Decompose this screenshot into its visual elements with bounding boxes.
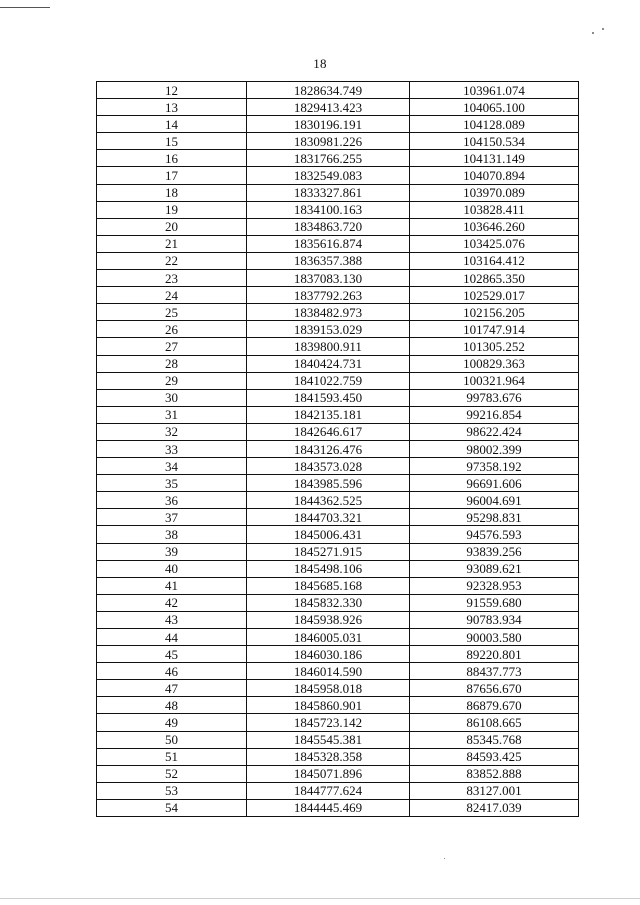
point-number-cell: 17	[97, 167, 247, 184]
table-row	[97, 270, 579, 287]
table-row	[97, 799, 579, 816]
point-number-cell: 19	[97, 201, 247, 218]
scan-edge-line	[0, 7, 50, 8]
x-coordinate-cell: 1843573.028	[247, 458, 410, 475]
point-number-cell: 33	[97, 440, 247, 457]
point-number-cell: 43	[97, 611, 247, 628]
y-coordinate-cell: 82417.039	[410, 799, 579, 816]
y-coordinate-cell: 104065.100	[410, 99, 579, 116]
x-coordinate-cell: 1843126.476	[247, 440, 410, 457]
table-row	[97, 235, 579, 252]
y-coordinate-cell: 100321.964	[410, 372, 579, 389]
table-row	[97, 475, 579, 492]
point-number-cell: 41	[97, 577, 247, 594]
table-row	[97, 509, 579, 526]
point-number-cell: 23	[97, 270, 247, 287]
x-coordinate-cell: 1835616.874	[247, 235, 410, 252]
x-coordinate-cell: 1840424.731	[247, 355, 410, 372]
point-number-cell: 50	[97, 731, 247, 748]
table-row	[97, 765, 579, 782]
point-number-cell: 12	[97, 82, 247, 99]
x-coordinate-cell: 1832549.083	[247, 167, 410, 184]
y-coordinate-cell: 85345.768	[410, 731, 579, 748]
table-row	[97, 748, 579, 765]
point-number-cell: 32	[97, 423, 247, 440]
y-coordinate-cell: 101305.252	[410, 338, 579, 355]
table-row	[97, 731, 579, 748]
y-coordinate-cell: 103164.412	[410, 252, 579, 269]
y-coordinate-cell: 91559.680	[410, 594, 579, 611]
x-coordinate-cell: 1845328.358	[247, 748, 410, 765]
table-row	[97, 82, 579, 99]
point-number-cell: 22	[97, 252, 247, 269]
x-coordinate-cell: 1846005.031	[247, 629, 410, 646]
y-coordinate-cell: 104131.149	[410, 150, 579, 167]
table-row	[97, 543, 579, 560]
table-row	[97, 714, 579, 731]
y-coordinate-cell: 93089.621	[410, 560, 579, 577]
y-coordinate-cell: 103961.074	[410, 82, 579, 99]
y-coordinate-cell: 103828.411	[410, 201, 579, 218]
x-coordinate-cell: 1845498.106	[247, 560, 410, 577]
point-number-cell: 26	[97, 321, 247, 338]
table-row	[97, 594, 579, 611]
coordinates-table-body	[97, 82, 579, 817]
point-number-cell: 46	[97, 663, 247, 680]
y-coordinate-cell: 104150.534	[410, 133, 579, 150]
table-row	[97, 440, 579, 457]
x-coordinate-cell: 1830981.226	[247, 133, 410, 150]
y-coordinate-cell: 95298.831	[410, 509, 579, 526]
y-coordinate-cell: 90783.934	[410, 611, 579, 628]
point-number-cell: 45	[97, 646, 247, 663]
table-row	[97, 406, 579, 423]
scan-speck	[444, 858, 445, 859]
y-coordinate-cell: 96004.691	[410, 492, 579, 509]
x-coordinate-cell: 1838482.973	[247, 304, 410, 321]
point-number-cell: 15	[97, 133, 247, 150]
x-coordinate-cell: 1841022.759	[247, 372, 410, 389]
y-coordinate-cell: 102529.017	[410, 287, 579, 304]
y-coordinate-cell: 87656.670	[410, 680, 579, 697]
point-number-cell: 48	[97, 697, 247, 714]
table-row	[97, 663, 579, 680]
y-coordinate-cell: 93839.256	[410, 543, 579, 560]
x-coordinate-cell: 1845860.901	[247, 697, 410, 714]
table-row	[97, 697, 579, 714]
page-number: 18	[313, 56, 327, 71]
x-coordinate-cell: 1839800.911	[247, 338, 410, 355]
x-coordinate-cell: 1845958.018	[247, 680, 410, 697]
point-number-cell: 18	[97, 184, 247, 201]
table-row	[97, 389, 579, 406]
point-number-cell: 49	[97, 714, 247, 731]
table-row	[97, 252, 579, 269]
y-coordinate-cell: 88437.773	[410, 663, 579, 680]
x-coordinate-cell: 1845685.168	[247, 577, 410, 594]
x-coordinate-cell: 1830196.191	[247, 116, 410, 133]
y-coordinate-cell: 101747.914	[410, 321, 579, 338]
x-coordinate-cell: 1828634.749	[247, 82, 410, 99]
y-coordinate-cell: 86879.670	[410, 697, 579, 714]
table-row	[97, 201, 579, 218]
x-coordinate-cell: 1844777.624	[247, 782, 410, 799]
table-row	[97, 611, 579, 628]
table-row	[97, 782, 579, 799]
point-number-cell: 31	[97, 406, 247, 423]
y-coordinate-cell: 104070.894	[410, 167, 579, 184]
x-coordinate-cell: 1831766.255	[247, 150, 410, 167]
table-row	[97, 150, 579, 167]
y-coordinate-cell: 99216.854	[410, 406, 579, 423]
table-row	[97, 492, 579, 509]
y-coordinate-cell: 99783.676	[410, 389, 579, 406]
y-coordinate-cell: 89220.801	[410, 646, 579, 663]
table-row	[97, 372, 579, 389]
y-coordinate-cell: 103646.260	[410, 218, 579, 235]
x-coordinate-cell: 1834100.163	[247, 201, 410, 218]
point-number-cell: 30	[97, 389, 247, 406]
table-row	[97, 423, 579, 440]
point-number-cell: 51	[97, 748, 247, 765]
x-coordinate-cell: 1845071.896	[247, 765, 410, 782]
x-coordinate-cell: 1846014.590	[247, 663, 410, 680]
y-coordinate-cell: 102156.205	[410, 304, 579, 321]
x-coordinate-cell: 1844445.469	[247, 799, 410, 816]
table-row	[97, 680, 579, 697]
table-row	[97, 99, 579, 116]
point-number-cell: 24	[97, 287, 247, 304]
y-coordinate-cell: 98622.424	[410, 423, 579, 440]
table-row	[97, 287, 579, 304]
point-number-cell: 53	[97, 782, 247, 799]
point-number-cell: 20	[97, 218, 247, 235]
y-coordinate-cell: 98002.399	[410, 440, 579, 457]
x-coordinate-cell: 1842646.617	[247, 423, 410, 440]
x-coordinate-cell: 1829413.423	[247, 99, 410, 116]
point-number-cell: 27	[97, 338, 247, 355]
point-number-cell: 47	[97, 680, 247, 697]
table-row	[97, 577, 579, 594]
table-row	[97, 116, 579, 133]
y-coordinate-cell: 96691.606	[410, 475, 579, 492]
point-number-cell: 42	[97, 594, 247, 611]
x-coordinate-cell: 1845723.142	[247, 714, 410, 731]
table-row	[97, 304, 579, 321]
table-row	[97, 338, 579, 355]
point-number-cell: 28	[97, 355, 247, 372]
x-coordinate-cell: 1841593.450	[247, 389, 410, 406]
table-row	[97, 321, 579, 338]
x-coordinate-cell: 1836357.388	[247, 252, 410, 269]
x-coordinate-cell: 1837083.130	[247, 270, 410, 287]
point-number-cell: 40	[97, 560, 247, 577]
table-row	[97, 458, 579, 475]
point-number-cell: 52	[97, 765, 247, 782]
x-coordinate-cell: 1845832.330	[247, 594, 410, 611]
x-coordinate-cell: 1844362.525	[247, 492, 410, 509]
table-row	[97, 355, 579, 372]
y-coordinate-cell: 86108.665	[410, 714, 579, 731]
y-coordinate-cell: 83852.888	[410, 765, 579, 782]
y-coordinate-cell: 103425.076	[410, 235, 579, 252]
table-row	[97, 133, 579, 150]
point-number-cell: 39	[97, 543, 247, 560]
point-number-cell: 34	[97, 458, 247, 475]
x-coordinate-cell: 1843985.596	[247, 475, 410, 492]
point-number-cell: 44	[97, 629, 247, 646]
x-coordinate-cell: 1845006.431	[247, 526, 410, 543]
x-coordinate-cell: 1842135.181	[247, 406, 410, 423]
x-coordinate-cell: 1833327.861	[247, 184, 410, 201]
point-number-cell: 21	[97, 235, 247, 252]
coordinates-table	[96, 81, 579, 817]
point-number-cell: 35	[97, 475, 247, 492]
x-coordinate-cell: 1839153.029	[247, 321, 410, 338]
table-row	[97, 560, 579, 577]
y-coordinate-cell: 90003.580	[410, 629, 579, 646]
x-coordinate-cell: 1846030.186	[247, 646, 410, 663]
table-row	[97, 629, 579, 646]
y-coordinate-cell: 102865.350	[410, 270, 579, 287]
table-row	[97, 184, 579, 201]
y-coordinate-cell: 103970.089	[410, 184, 579, 201]
x-coordinate-cell: 1845938.926	[247, 611, 410, 628]
y-coordinate-cell: 83127.001	[410, 782, 579, 799]
table-row	[97, 218, 579, 235]
scan-edge-line	[0, 898, 640, 899]
x-coordinate-cell: 1834863.720	[247, 218, 410, 235]
x-coordinate-cell: 1845271.915	[247, 543, 410, 560]
scan-speck	[592, 32, 594, 34]
y-coordinate-cell: 97358.192	[410, 458, 579, 475]
x-coordinate-cell: 1845545.381	[247, 731, 410, 748]
table-row	[97, 646, 579, 663]
point-number-cell: 16	[97, 150, 247, 167]
y-coordinate-cell: 100829.363	[410, 355, 579, 372]
point-number-cell: 25	[97, 304, 247, 321]
y-coordinate-cell: 92328.953	[410, 577, 579, 594]
y-coordinate-cell: 104128.089	[410, 116, 579, 133]
point-number-cell: 29	[97, 372, 247, 389]
point-number-cell: 37	[97, 509, 247, 526]
point-number-cell: 13	[97, 99, 247, 116]
point-number-cell: 38	[97, 526, 247, 543]
point-number-cell: 14	[97, 116, 247, 133]
x-coordinate-cell: 1837792.263	[247, 287, 410, 304]
x-coordinate-cell: 1844703.321	[247, 509, 410, 526]
y-coordinate-cell: 94576.593	[410, 526, 579, 543]
table-row	[97, 526, 579, 543]
y-coordinate-cell: 84593.425	[410, 748, 579, 765]
table-row	[97, 167, 579, 184]
point-number-cell: 54	[97, 799, 247, 816]
point-number-cell: 36	[97, 492, 247, 509]
scan-speck	[602, 28, 604, 30]
